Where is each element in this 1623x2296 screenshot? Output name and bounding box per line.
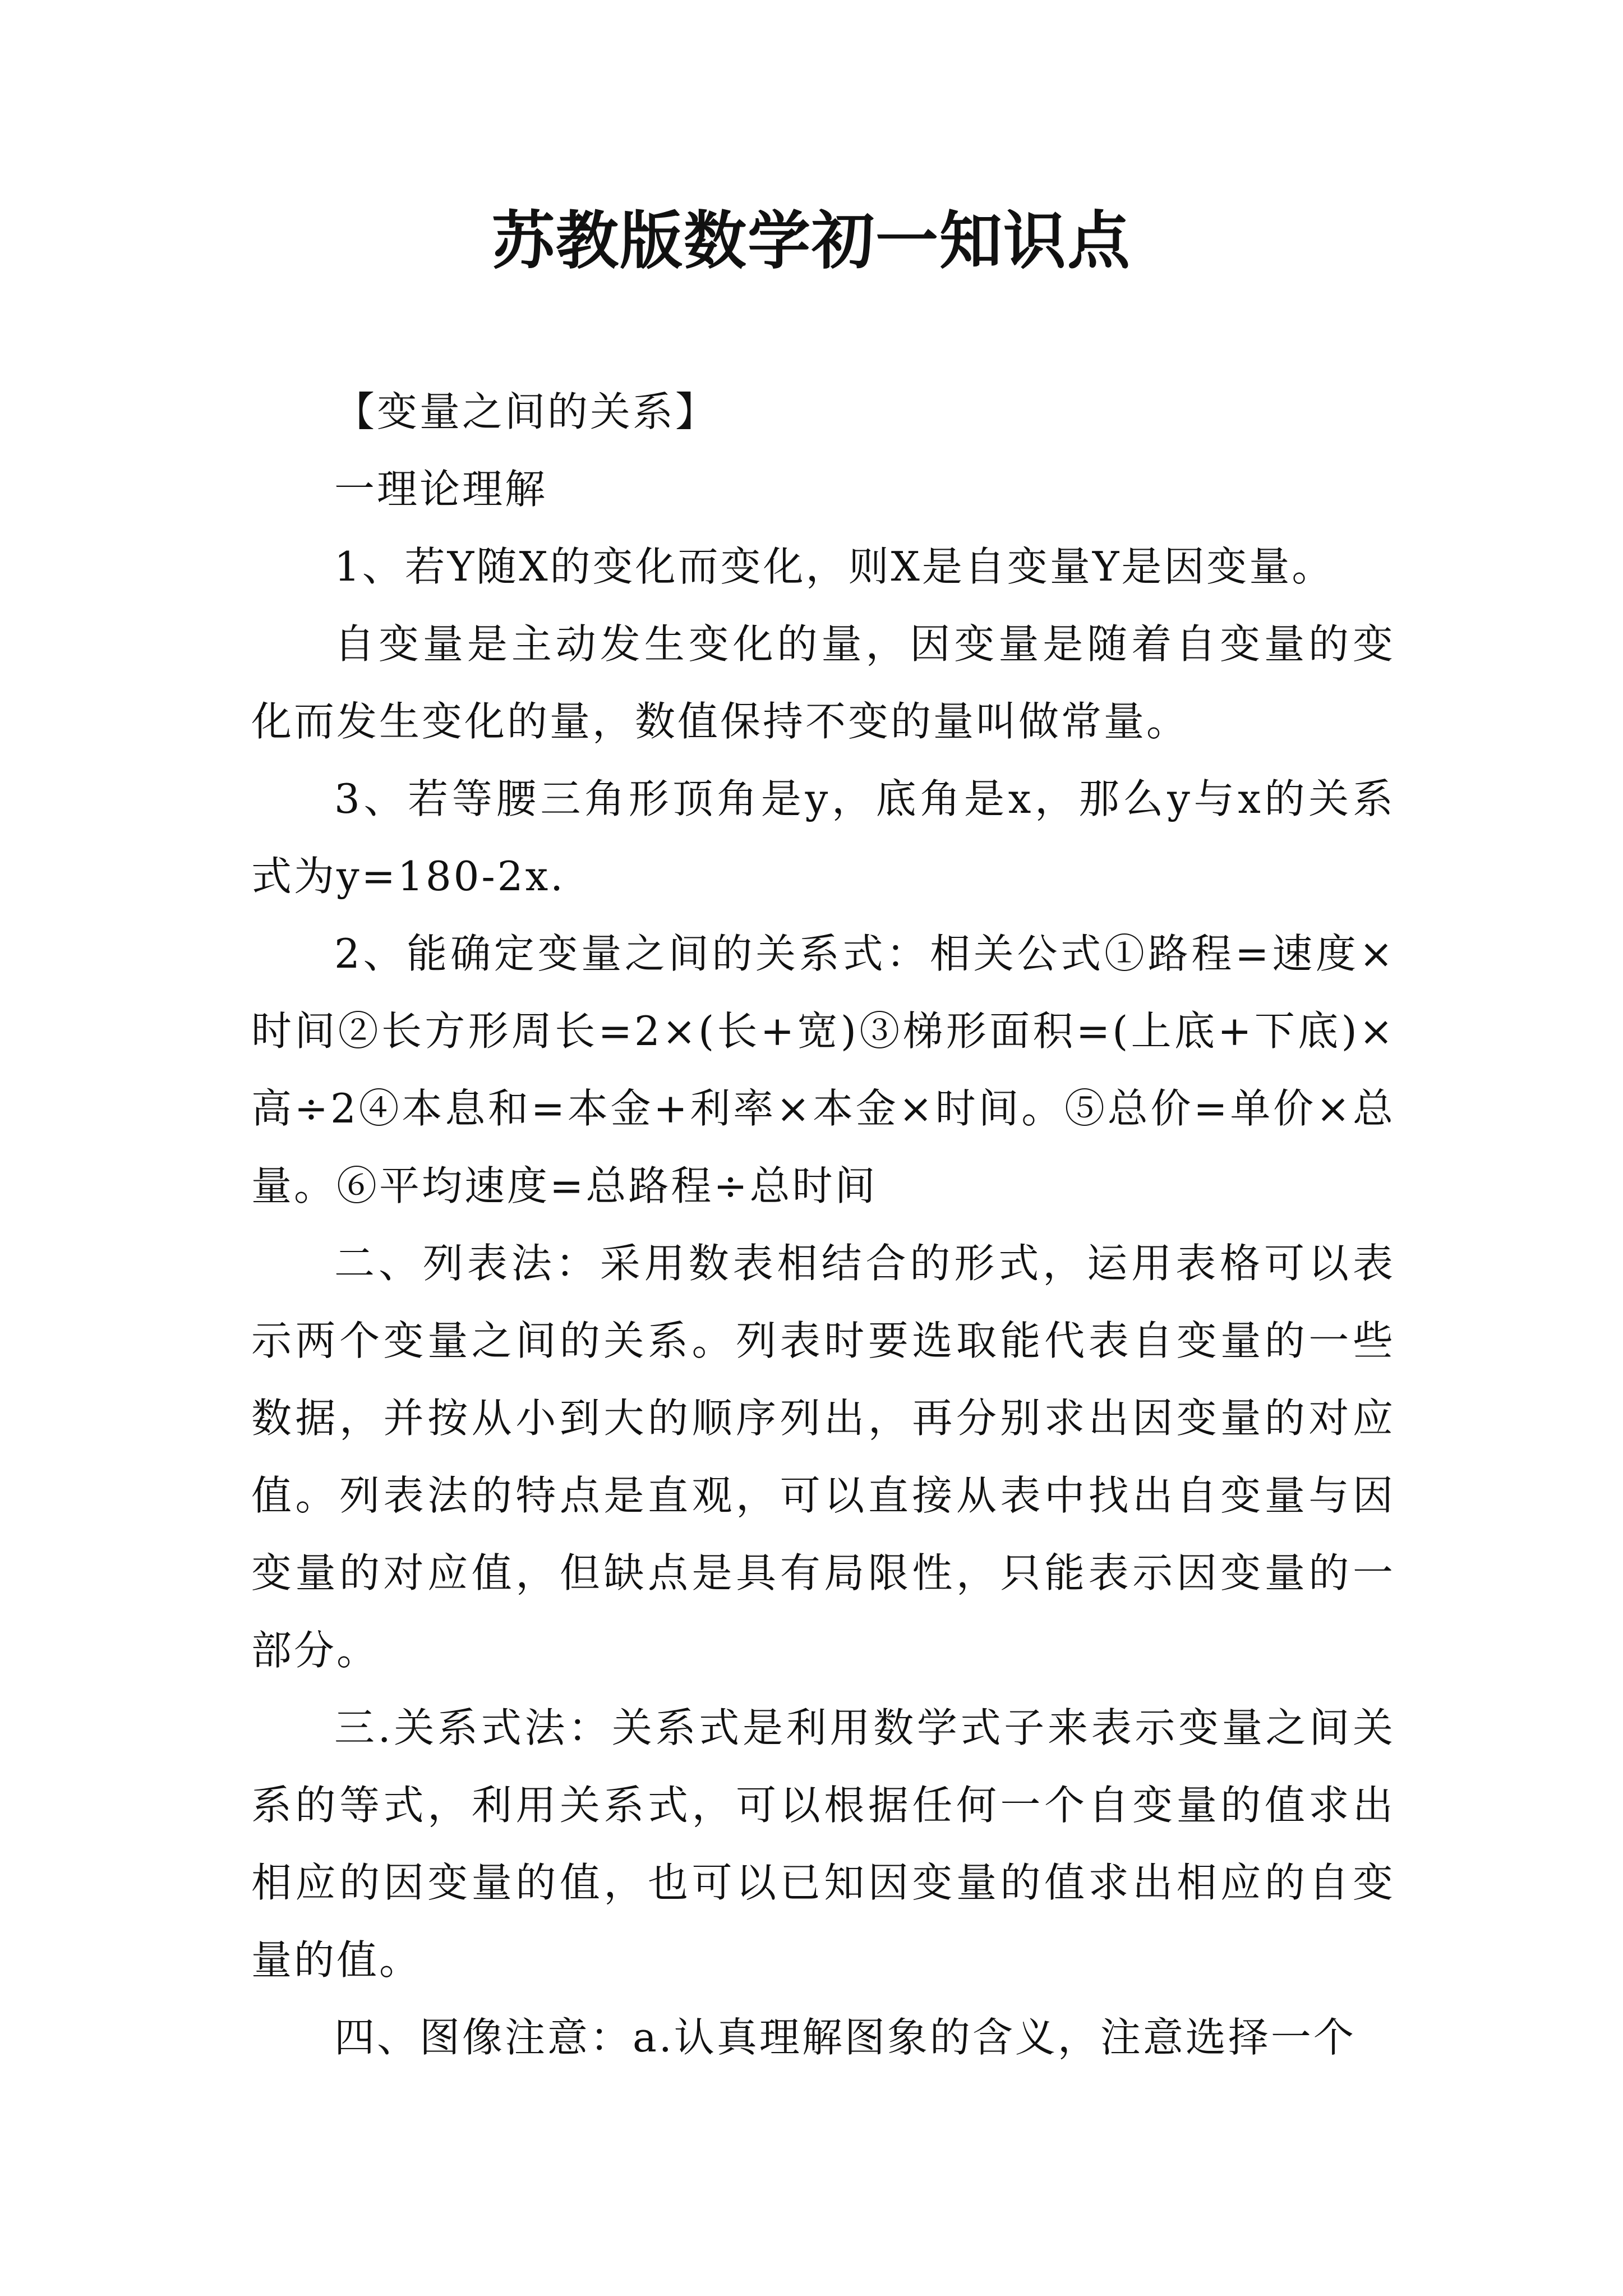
paragraph: 四、图像注意：a.认真理解图象的含义，注意选择一个 <box>334 2014 1356 2061</box>
document-title: 苏教版数学初一知识点 <box>492 204 1131 278</box>
paragraph: 2、能确定变量之间的关系式：相关公式①路程=速度×时间②长方形周长=2×(长+宽)③梯形面积=(上底+下底)×高÷2④本息和=本金+利率×本金×时间。⑤总价=单价×总量。⑥平均速度=总路程÷总时间 <box>251 930 1395 1209</box>
paragraph: 三.关系式法：关系式是利用数学式子来表示变量之间关系的等式，利用关系式，可以根据任何一个自变量的值求出相应的因变量的值，也可以已知因变量的值求出相应的自变量的值。 <box>251 1704 1395 1984</box>
paragraph: 二、列表法：采用数表相结合的形式，运用表格可以表示两个变量之间的关系。列表时要选取能代表自变量的一些数据，并按从小到大的顺序列出，再分别求出因变量的对应值。列表法的特点是直观，可以直接从表中找出自变量与因变量的对应值，但缺点是具有局限性，只能表示因变量的一部分。 <box>251 1240 1395 1674</box>
subsection-heading: 一理论理解 <box>334 466 548 513</box>
paragraph: 自变量是主动发生变化的量，因变量是随着自变量的变化而发生变化的量，数值保持不变的量叫做常量。 <box>251 620 1395 745</box>
paragraph: 1、若Y随X的变化而变化，则X是自变量Y是因变量。 <box>334 543 1335 590</box>
document-body <box>251 373 1395 2076</box>
paragraph: 3、若等腰三角形顶角是y，底角是x，那么y与x的关系式为y=180-2x. <box>251 775 1395 900</box>
section-heading: 【变量之间的关系】 <box>334 388 718 435</box>
